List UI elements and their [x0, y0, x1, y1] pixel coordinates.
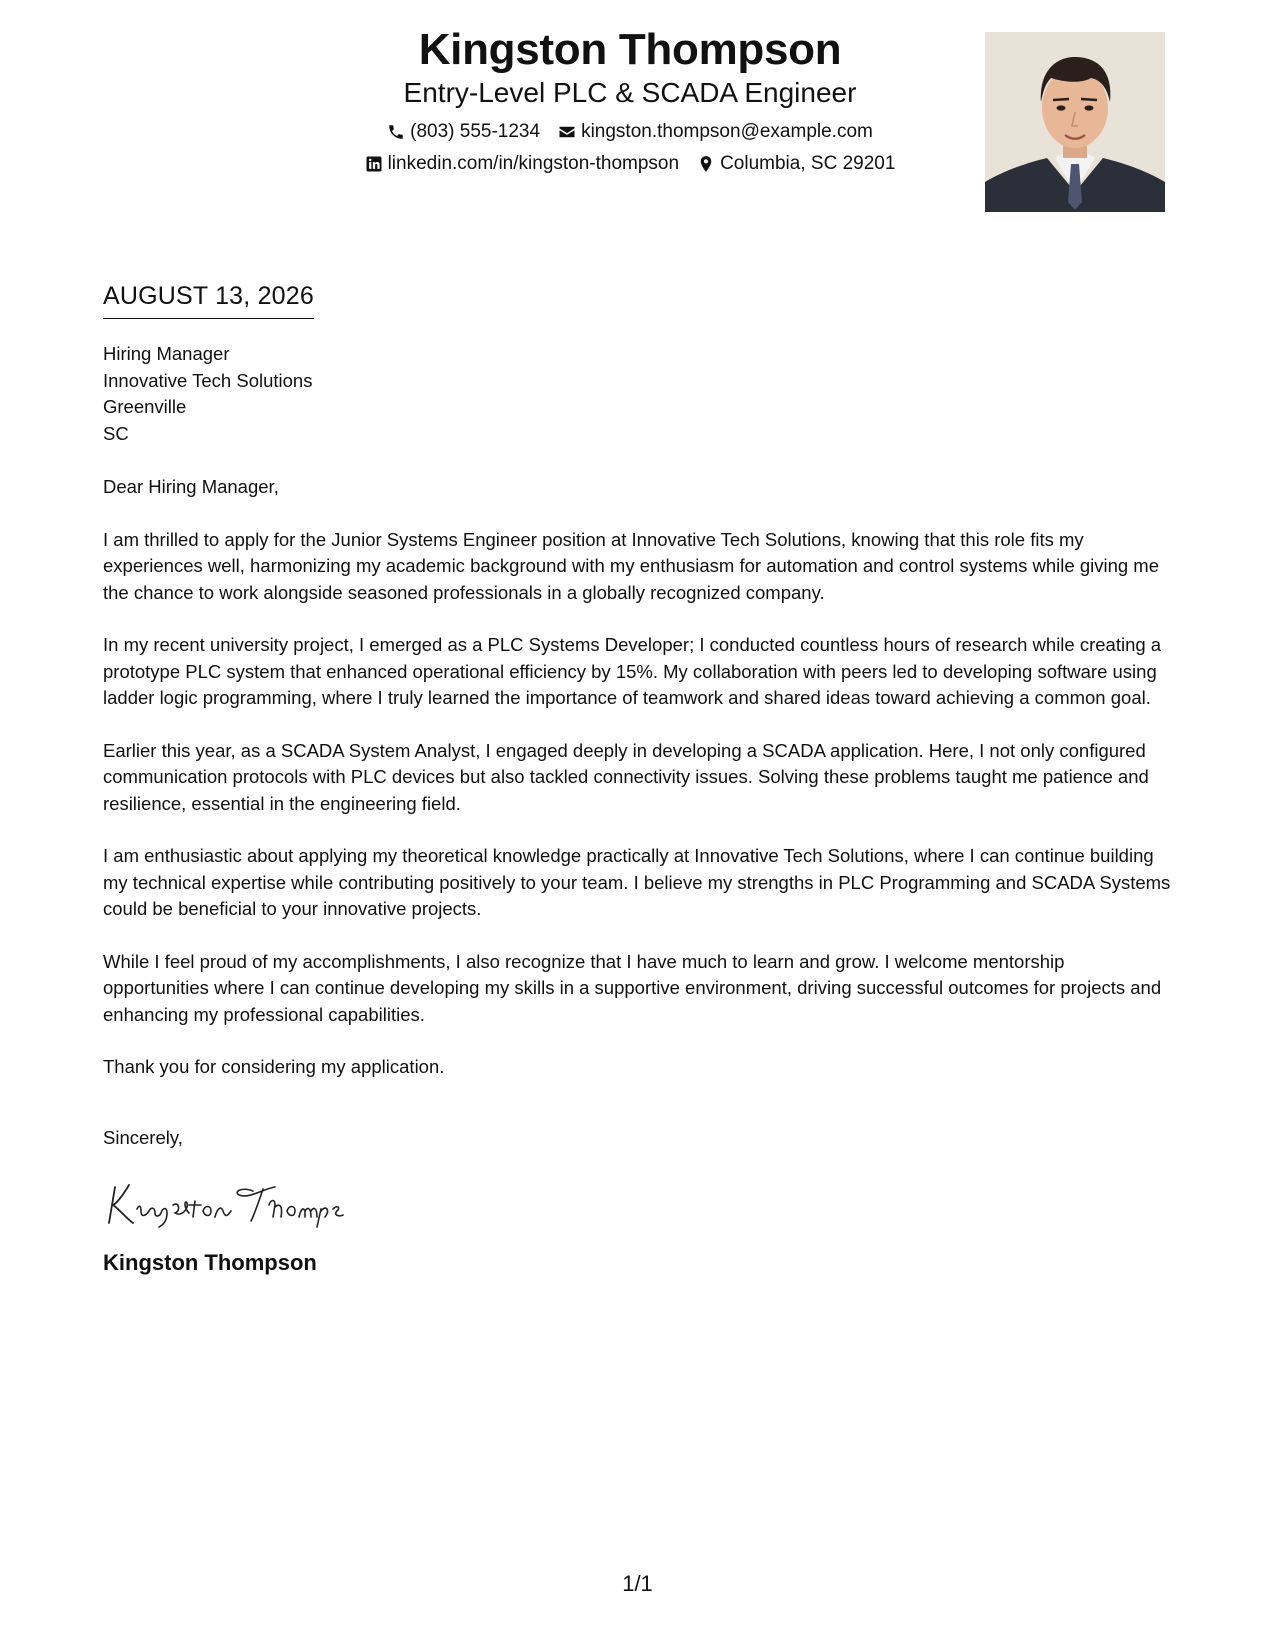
letter-date: AUGUST 13, 2026: [103, 280, 314, 319]
letter-header: [0, 22, 1275, 222]
header-info: [260, 22, 1000, 176]
location-text: Columbia, SC 29201: [720, 153, 896, 174]
closing: Sincerely,: [103, 1126, 183, 1148]
phone-icon: [387, 123, 405, 141]
recipient-block: [103, 341, 1173, 447]
paragraph: While I feel proud of my accomplishments, I also recognize that I have much to learn and grow. I welcome mentorship opportunities where I can continue developing my skills in a supportive environment, driving successful outcomes for projects and enhancing my professional capabilities.: [103, 950, 1162, 1025]
envelope-icon: [558, 123, 576, 141]
contact-phone: [387, 120, 540, 144]
paragraph: I am thrilled to apply for the Junior Systems Engineer position at Innovative Tech Solutions, knowing that this role fits my experiences well, harmonizing my academic background with my enthusiasm for automation and control systems while giving me the chance to work alongside seasoned professionals in a globally recognized company.: [103, 528, 1160, 603]
page-number: 1/1: [622, 1571, 653, 1596]
recipient-title: Hiring Manager: [103, 343, 230, 364]
email-text[interactable]: kingston.thompson@example.com: [581, 121, 873, 142]
contact-email[interactable]: [558, 120, 873, 144]
contact-row-secondary: [260, 152, 1000, 176]
phone-text: (803) 555-1234: [410, 121, 541, 142]
linkedin-icon: [365, 155, 383, 173]
contact-location: [697, 152, 895, 176]
paragraph: Earlier this year, as a SCADA System Analyst, I engaged deeply in developing a SCADA application. Here, I not only configured communication protocols with PLC devices but also tackled connectivity issues. Solving these problems taught me patience and resilience, essential in the engineering field.: [103, 739, 1149, 814]
paragraph: I am enthusiastic about applying my theoretical knowledge practically at Innovative Tech Solutions, where I can continue building my technical expertise while contributing positively to your team. I believe my strengths in PLC Programming and SCADA Systems could be beneficial to your innovative projects.: [103, 845, 1171, 919]
recipient-company: Innovative Tech Solutions: [103, 369, 313, 391]
contact-row-primary: [260, 120, 1000, 144]
handwritten-signature: [103, 1177, 363, 1229]
paragraph-thanks: Thank you for considering my application.: [103, 1056, 445, 1077]
signed-name: Kingston Thompson: [103, 1250, 317, 1275]
recipient-city: Greenville: [103, 396, 187, 417]
salutation: Dear Hiring Manager,: [103, 476, 279, 497]
map-pin-icon: [697, 155, 715, 173]
letter-body: [103, 280, 1173, 1277]
contact-linkedin[interactable]: [365, 152, 680, 176]
profile-photo: [985, 32, 1165, 212]
paragraph: In my recent university project, I emerged as a PLC Systems Developer; I conducted countless hours of research while creating a prototype PLC system that enhanced operational efficiency by 15%. My collaboration with peers led to developing software using ladder logic programming, where I truly learned the importance of teamwork and shared ideas toward achieving a common goal.: [103, 634, 1162, 708]
applicant-name: Kingston Thompson: [418, 25, 842, 74]
applicant-role: Entry-Level PLC & SCADA Engineer: [403, 77, 857, 108]
linkedin-text[interactable]: linkedin.com/in/kingston-thompson: [387, 153, 680, 174]
recipient-state: SC: [103, 422, 129, 444]
